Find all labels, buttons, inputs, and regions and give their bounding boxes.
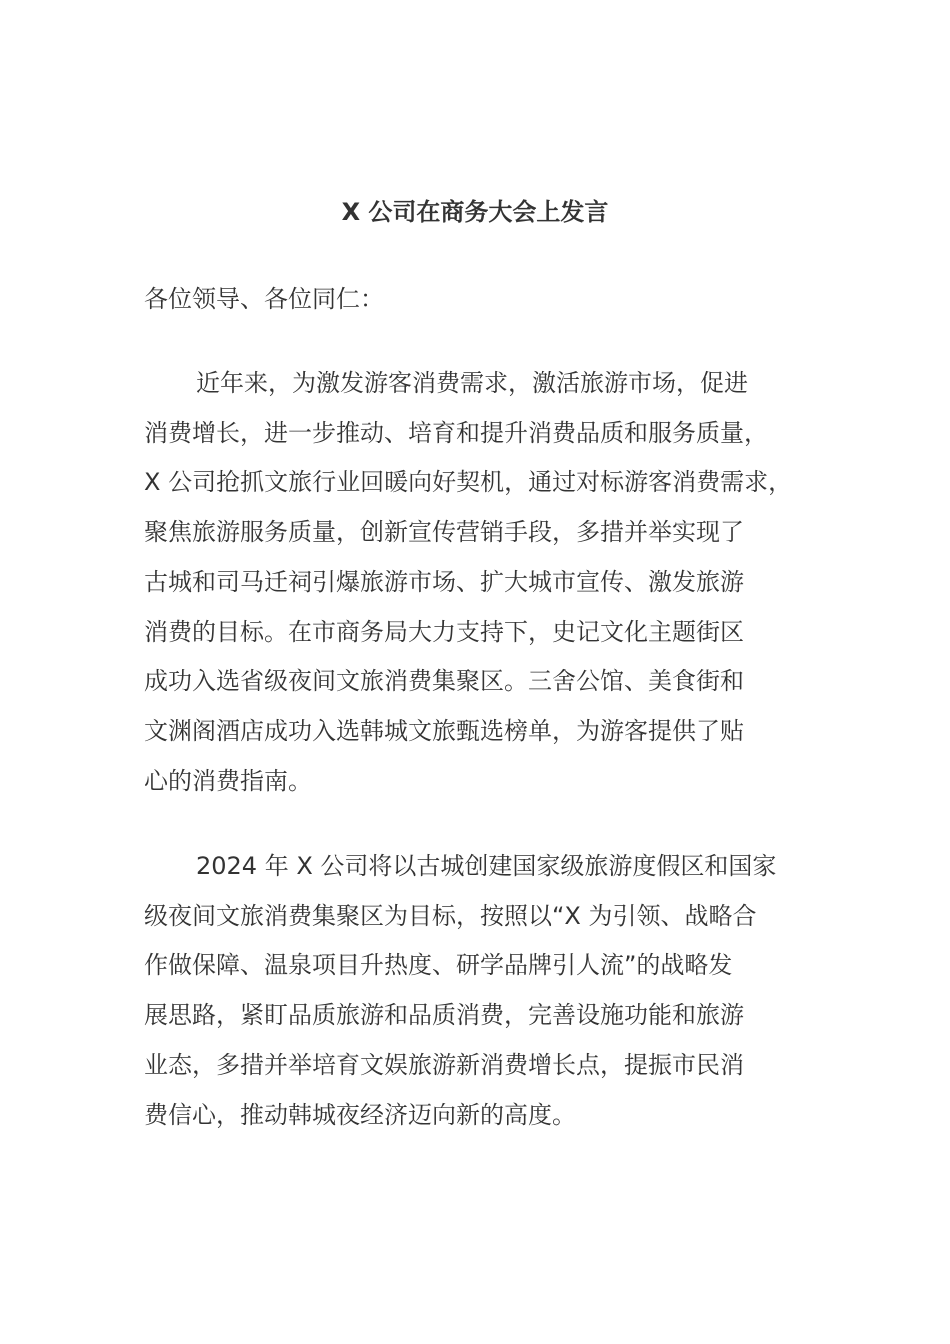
paragraph-line: 业态，多措并举培育文娱旅游新消费增长点，提振市民消 bbox=[144, 1050, 744, 1079]
salutation: 各位领导、各位同仁： bbox=[144, 285, 384, 313]
paragraph-line: 古城和司马迁祠引爆旅游市场、扩大城市宣传、激发旅游 bbox=[144, 567, 744, 596]
paragraph-line: 展思路，紧盯品质旅游和品质消费，完善设施功能和旅游 bbox=[144, 1001, 744, 1030]
paragraph-line: 消费的目标。在市商务局大力支持下，史记文化主题街区 bbox=[144, 617, 744, 646]
paragraph-line: 近年来，为激发游客消费需求，激活旅游市场，促进 bbox=[196, 369, 748, 397]
document-title: X 公司在商务大会上发言 bbox=[341, 198, 609, 226]
paragraph-line: 心的消费指南。 bbox=[144, 766, 312, 795]
paragraph-line: 作做保障、温泉项目升热度、研学品牌引人流”的战略发 bbox=[144, 951, 733, 980]
paragraph-line: 成功入选省级夜间文旅消费集聚区。三舍公馆、美食街和 bbox=[144, 667, 744, 696]
paragraph-1 bbox=[144, 359, 844, 806]
paragraph-2 bbox=[144, 842, 844, 1140]
paragraph-line: 消费增长，进一步推动、培育和提升消费品质和服务质量， bbox=[144, 418, 768, 447]
paragraph-line: 聚焦旅游服务质量，创新宣传营销手段，多措并举实现了 bbox=[144, 518, 744, 547]
paragraph-line: 文渊阁酒店成功入选韩城文旅甄选榜单，为游客提供了贴 bbox=[144, 716, 744, 745]
paragraph-line: 2024 年 X 公司将以古城创建国家级旅游度假区和国家 bbox=[196, 852, 777, 880]
paragraph-line: 费信心，推动韩城夜经济迈向新的高度。 bbox=[144, 1100, 576, 1129]
paragraph-line: 级夜间文旅消费集聚区为目标，按照以“X 为引领、战略合 bbox=[144, 901, 757, 930]
paragraph-line: X 公司抢抓文旅行业回暖向好契机，通过对标游客消费需求， bbox=[144, 468, 793, 497]
